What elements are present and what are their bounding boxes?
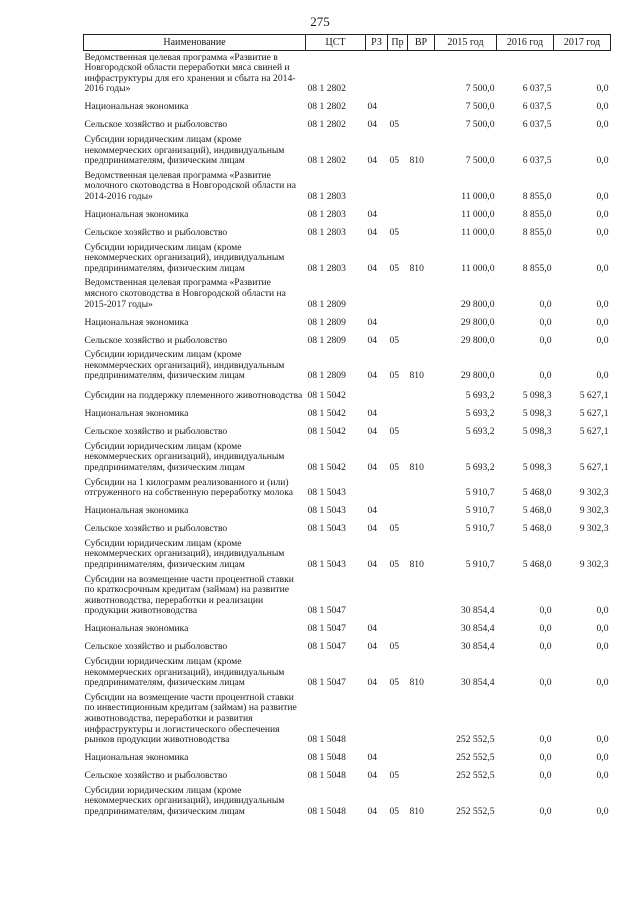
header-rz: РЗ: [366, 35, 388, 51]
row-name: Сельское хозяйство и рыболовство: [84, 523, 228, 535]
row-2016: 8 855,0: [522, 190, 552, 202]
row-2015: 5 693,2: [465, 408, 495, 420]
row-2016: 5 468,0: [522, 487, 552, 499]
row-2017: 0,0: [596, 370, 609, 382]
row-name: Сельское хозяйство и рыболовство: [84, 334, 228, 346]
row-vr: 810: [409, 677, 424, 689]
row-2016: 8 855,0: [522, 226, 552, 238]
row-name: Сельское хозяйство и рыболовство: [84, 226, 228, 238]
row-2017: 0,0: [596, 83, 609, 95]
row-rz: 04: [367, 623, 378, 635]
table-row: [84, 501, 611, 519]
table-header-row: [84, 35, 611, 51]
row-pr: [388, 691, 408, 748]
row-rz: 04: [367, 316, 378, 328]
row-2015: 7 500,0: [465, 155, 495, 167]
row-rz: 04: [367, 208, 378, 220]
row-vr: 810: [409, 370, 424, 382]
row-pr: 05: [389, 641, 400, 653]
row-2016: 0,0: [539, 370, 552, 382]
row-2016: 5 098,3: [522, 390, 552, 402]
row-cst: 08 1 2803: [307, 262, 346, 274]
row-name: Ведомственная целевая программа «Развитие мясного скотоводства в Новгородской области на 2015-2017 годы»: [84, 277, 286, 310]
row-vr: [408, 169, 435, 205]
header-name: Наименование: [84, 35, 306, 51]
row-vr: 810: [409, 262, 424, 274]
table-row: [84, 169, 611, 205]
row-vr: [408, 619, 435, 637]
table-row: [84, 50, 611, 97]
row-2017: 5 627,1: [579, 426, 609, 438]
row-cst: 08 1 5047: [307, 623, 346, 635]
row-name: Субсидии на возмещение части процентной ставки по краткосрочным кредитам (займам) на развитие животноводства, переработки и реализации продукции животноводства: [84, 573, 294, 617]
header-vr: ВР: [408, 35, 435, 51]
row-cst: 08 1 2802: [307, 83, 346, 95]
row-cst: 08 1 2802: [307, 101, 346, 113]
row-pr: [388, 384, 408, 404]
row-2017: 0,0: [596, 334, 609, 346]
table-row: [84, 655, 611, 691]
row-pr: 05: [389, 426, 400, 438]
table-row: [84, 97, 611, 115]
row-rz: 04: [367, 523, 378, 535]
row-rz: 04: [367, 559, 378, 571]
row-2015: 5 910,7: [465, 505, 495, 517]
row-name: Субсидии юридическим лицам (кроме некоммерческих организаций), индивидуальным предпринимателям, физическим лицам: [84, 133, 285, 167]
row-rz: 04: [367, 101, 378, 113]
row-pr: 05: [389, 523, 400, 535]
row-2017: 0,0: [596, 101, 609, 113]
row-2017: 0,0: [596, 752, 609, 764]
row-2015: 252 552,5: [456, 770, 495, 782]
row-rz: 04: [367, 462, 378, 474]
row-cst: 08 1 2802: [307, 119, 346, 131]
row-2015: 7 500,0: [465, 101, 495, 113]
row-pr: 05: [389, 226, 400, 238]
row-vr: [408, 476, 435, 501]
row-cst: 08 1 2809: [307, 316, 346, 328]
row-2017: 0,0: [596, 119, 609, 131]
header-pr: Пр: [388, 35, 408, 51]
row-name: Субсидии юридическим лицам (кроме некоммерческих организаций), индивидуальным предпринимателям, физическим лицам: [84, 241, 285, 274]
header-2015: 2015 год: [435, 35, 497, 51]
row-2016: 0,0: [539, 641, 552, 653]
row-rz: [366, 573, 388, 619]
table-row: [84, 691, 611, 748]
table-row: [84, 637, 611, 655]
row-rz: 04: [367, 334, 378, 346]
row-2017: 5 627,1: [579, 408, 609, 420]
row-cst: 08 1 5042: [307, 426, 346, 438]
row-vr: [408, 276, 435, 312]
row-2015: 29 800,0: [460, 316, 495, 328]
row-2015: 7 500,0: [465, 119, 495, 131]
table-row: [84, 133, 611, 169]
row-2015: 252 552,5: [456, 734, 495, 746]
row-rz: 04: [367, 408, 378, 420]
row-pr: 05: [389, 334, 400, 346]
table-row: [84, 537, 611, 573]
row-2017: 0,0: [596, 316, 609, 328]
row-2016: 6 037,5: [522, 101, 552, 113]
header-2016: 2016 год: [497, 35, 554, 51]
row-rz: [366, 384, 388, 404]
row-vr: 810: [409, 559, 424, 571]
row-vr: [408, 501, 435, 519]
row-pr: [388, 619, 408, 637]
row-2015: 30 854,4: [460, 605, 495, 617]
row-cst: 08 1 5042: [307, 390, 346, 402]
row-2015: 252 552,5: [456, 752, 495, 764]
row-name: Национальная экономика: [84, 505, 189, 517]
row-pr: [388, 169, 408, 205]
row-name: Ведомственная целевая программа «Развитие в Новгородской области переработки мяса свиней и инфраструктуры для его хранения и сбыта на 2014-2016 годы»: [84, 51, 296, 95]
table-row: [84, 241, 611, 277]
row-pr: 05: [389, 155, 400, 167]
row-2017: 0,0: [596, 770, 609, 782]
row-rz: 04: [367, 641, 378, 653]
row-vr: [408, 404, 435, 422]
row-vr: [408, 691, 435, 748]
row-vr: [408, 384, 435, 404]
table-row: [84, 404, 611, 422]
row-vr: 810: [409, 462, 424, 474]
row-name: Сельское хозяйство и рыболовство: [84, 119, 228, 131]
table-row: [84, 766, 611, 784]
row-rz: [366, 276, 388, 312]
row-vr: 810: [409, 805, 424, 817]
row-rz: 04: [367, 805, 378, 817]
row-vr: [408, 766, 435, 784]
row-2016: 0,0: [539, 605, 552, 617]
row-2017: 0,0: [596, 226, 609, 238]
row-vr: [408, 637, 435, 655]
row-pr: 05: [389, 559, 400, 571]
row-cst: 08 1 2809: [307, 298, 346, 310]
row-2017: 0,0: [596, 298, 609, 310]
header-cst: ЦСТ: [306, 35, 366, 51]
row-name: Сельское хозяйство и рыболовство: [84, 641, 228, 653]
row-2016: 5 468,0: [522, 523, 552, 535]
row-2015: 29 800,0: [460, 370, 495, 382]
row-2016: 6 037,5: [522, 119, 552, 131]
table-row: [84, 115, 611, 133]
row-vr: [408, 223, 435, 241]
row-pr: 05: [389, 370, 400, 382]
row-vr: [408, 748, 435, 766]
row-name: Национальная экономика: [84, 408, 189, 420]
row-cst: 08 1 5047: [307, 641, 346, 653]
row-2017: 9 302,3: [579, 523, 609, 535]
table-row: [84, 276, 611, 312]
table-row: [84, 312, 611, 330]
row-name: Субсидии юридическим лицам (кроме некоммерческих организаций), индивидуальным предпринимателям, физическим лицам: [84, 440, 285, 474]
row-name: Сельское хозяйство и рыболовство: [84, 770, 228, 782]
row-2016: 5 468,0: [522, 505, 552, 517]
page-number: 275: [310, 14, 330, 29]
row-2016: 0,0: [539, 334, 552, 346]
row-2016: 0,0: [539, 623, 552, 635]
row-vr: [408, 519, 435, 537]
row-name: Субсидии на 1 килограмм реализованного и (или) отгруженного на собственную переработку молока: [84, 476, 293, 499]
row-pr: 05: [389, 262, 400, 274]
row-pr: [388, 476, 408, 501]
row-pr: 05: [389, 119, 400, 131]
row-vr: [408, 330, 435, 348]
row-name: Национальная экономика: [84, 208, 189, 220]
row-pr: 05: [389, 462, 400, 474]
row-rz: 04: [367, 119, 378, 131]
row-rz: [366, 169, 388, 205]
row-2017: 5 627,1: [579, 390, 609, 402]
row-name: Субсидии юридическим лицам (кроме некоммерческих организаций), индивидуальным предпринимателям, физическим лицам: [84, 537, 285, 571]
row-2017: 0,0: [596, 605, 609, 617]
row-rz: 04: [367, 677, 378, 689]
row-pr: [388, 404, 408, 422]
row-pr: [388, 501, 408, 519]
header-2017: 2017 год: [554, 35, 611, 51]
row-pr: 05: [389, 770, 400, 782]
row-name: Национальная экономика: [84, 101, 189, 113]
row-rz: [366, 691, 388, 748]
row-pr: [388, 748, 408, 766]
row-2015: 5 693,2: [465, 462, 495, 474]
row-2017: 0,0: [596, 677, 609, 689]
row-pr: [388, 312, 408, 330]
row-vr: [408, 97, 435, 115]
row-cst: 08 1 2803: [307, 190, 346, 202]
row-cst: 08 1 2809: [307, 370, 346, 382]
table-row: [84, 223, 611, 241]
row-vr: [408, 312, 435, 330]
row-cst: 08 1 5047: [307, 677, 346, 689]
row-rz: [366, 50, 388, 97]
row-name: Субсидии юридическим лицам (кроме некоммерческих организаций), индивидуальным предпринимателям, физическим лицам: [84, 656, 285, 689]
table-row: [84, 748, 611, 766]
row-rz: [366, 476, 388, 501]
table-row: [84, 619, 611, 637]
row-cst: 08 1 5043: [307, 523, 346, 535]
row-pr: [388, 97, 408, 115]
row-2017: 0,0: [596, 190, 609, 202]
row-pr: 05: [389, 677, 400, 689]
row-name: Национальная экономика: [84, 316, 189, 328]
row-2017: 0,0: [596, 623, 609, 635]
row-pr: [388, 205, 408, 223]
row-2017: 5 627,1: [579, 462, 609, 474]
row-2016: 5 098,3: [522, 408, 552, 420]
row-2015: 5 693,2: [465, 426, 495, 438]
row-2015: 252 552,5: [456, 805, 495, 817]
row-2017: 0,0: [596, 208, 609, 220]
budget-table: [83, 34, 611, 820]
row-rz: 04: [367, 370, 378, 382]
row-rz: 04: [367, 752, 378, 764]
row-cst: 08 1 5047: [307, 605, 346, 617]
row-vr: [408, 573, 435, 619]
row-cst: 08 1 2803: [307, 226, 346, 238]
table-row: [84, 422, 611, 440]
row-name: Субсидии юридическим лицам (кроме некоммерческих организаций), индивидуальным предпринимателям, физическим лицам: [84, 784, 285, 817]
row-2017: 0,0: [596, 262, 609, 274]
row-rz: 04: [367, 505, 378, 517]
row-cst: 08 1 5043: [307, 487, 346, 499]
row-name: Ведомственная целевая программа «Развитие молочного скотоводства в Новгородской области на 2014-2016 годы»: [84, 169, 297, 202]
row-rz: 04: [367, 770, 378, 782]
table-row: [84, 476, 611, 501]
row-cst: 08 1 5048: [307, 734, 346, 746]
row-2016: 0,0: [539, 298, 552, 310]
row-cst: 08 1 5048: [307, 805, 346, 817]
table-row: [84, 330, 611, 348]
row-2015: 5 910,7: [465, 523, 495, 535]
row-2016: 6 037,5: [522, 155, 552, 167]
row-rz: 04: [367, 155, 378, 167]
table-row: [84, 440, 611, 476]
row-2016: 5 468,0: [522, 559, 552, 571]
row-2016: 8 855,0: [522, 208, 552, 220]
row-2015: 30 854,4: [460, 641, 495, 653]
row-name: Субсидии на поддержку племенного животноводства: [84, 390, 303, 402]
table-body: [84, 50, 611, 819]
row-2017: 9 302,3: [579, 505, 609, 517]
row-2016: 6 037,5: [522, 83, 552, 95]
table-row: [84, 205, 611, 223]
row-2015: 5 910,7: [465, 559, 495, 571]
table-row: [84, 784, 611, 820]
table-row: [84, 348, 611, 384]
row-2015: 11 000,0: [461, 208, 495, 220]
row-2016: 5 098,3: [522, 462, 552, 474]
row-vr: [408, 205, 435, 223]
row-vr: 810: [409, 155, 424, 167]
row-name: Сельское хозяйство и рыболовство: [84, 426, 228, 438]
row-2015: 29 800,0: [460, 298, 495, 310]
row-2016: 0,0: [539, 734, 552, 746]
row-2015: 11 000,0: [461, 190, 495, 202]
row-cst: 08 1 5048: [307, 752, 346, 764]
row-2017: 0,0: [596, 155, 609, 167]
row-2016: 0,0: [539, 770, 552, 782]
row-pr: [388, 50, 408, 97]
row-2015: 30 854,4: [460, 677, 495, 689]
row-2017: 0,0: [596, 805, 609, 817]
row-cst: 08 1 5042: [307, 462, 346, 474]
row-vr: [408, 50, 435, 97]
row-2016: 0,0: [539, 805, 552, 817]
row-cst: 08 1 5043: [307, 505, 346, 517]
row-vr: [408, 422, 435, 440]
row-2017: 0,0: [596, 734, 609, 746]
row-name: Национальная экономика: [84, 623, 189, 635]
row-cst: 08 1 5043: [307, 559, 346, 571]
row-cst: 08 1 2803: [307, 208, 346, 220]
row-2015: 11 000,0: [461, 262, 495, 274]
row-cst: 08 1 2802: [307, 155, 346, 167]
row-pr: [388, 573, 408, 619]
row-cst: 08 1 5048: [307, 770, 346, 782]
row-2015: 5 693,2: [465, 390, 495, 402]
row-2017: 0,0: [596, 641, 609, 653]
row-rz: 04: [367, 426, 378, 438]
row-2015: 11 000,0: [461, 226, 495, 238]
row-name: Национальная экономика: [84, 752, 189, 764]
row-2017: 9 302,3: [579, 487, 609, 499]
row-2015: 30 854,4: [460, 623, 495, 635]
row-name: Субсидии юридическим лицам (кроме некоммерческих организаций), индивидуальным предпринимателям, физическим лицам: [84, 349, 285, 382]
row-2016: 8 855,0: [522, 262, 552, 274]
row-2015: 29 800,0: [460, 334, 495, 346]
row-2016: 0,0: [539, 677, 552, 689]
row-cst: 08 1 2809: [307, 334, 346, 346]
row-pr: [388, 276, 408, 312]
table-row: [84, 384, 611, 404]
row-rz: 04: [367, 262, 378, 274]
table-row: [84, 573, 611, 619]
row-2015: 5 910,7: [465, 487, 495, 499]
row-name: Субсидии на возмещение части процентной ставки по инвестиционным кредитам (займам) на развитие животноводства, переработки и развития инфраструктуры и логистического обеспечения рынков продукции животноводства: [84, 691, 297, 746]
row-rz: 04: [367, 226, 378, 238]
row-vr: [408, 115, 435, 133]
row-2017: 9 302,3: [579, 559, 609, 571]
row-cst: 08 1 5042: [307, 408, 346, 420]
row-2016: 0,0: [539, 316, 552, 328]
row-2015: 7 500,0: [465, 83, 495, 95]
row-pr: 05: [389, 805, 400, 817]
table-row: [84, 519, 611, 537]
row-2016: 5 098,3: [522, 426, 552, 438]
row-2016: 0,0: [539, 752, 552, 764]
